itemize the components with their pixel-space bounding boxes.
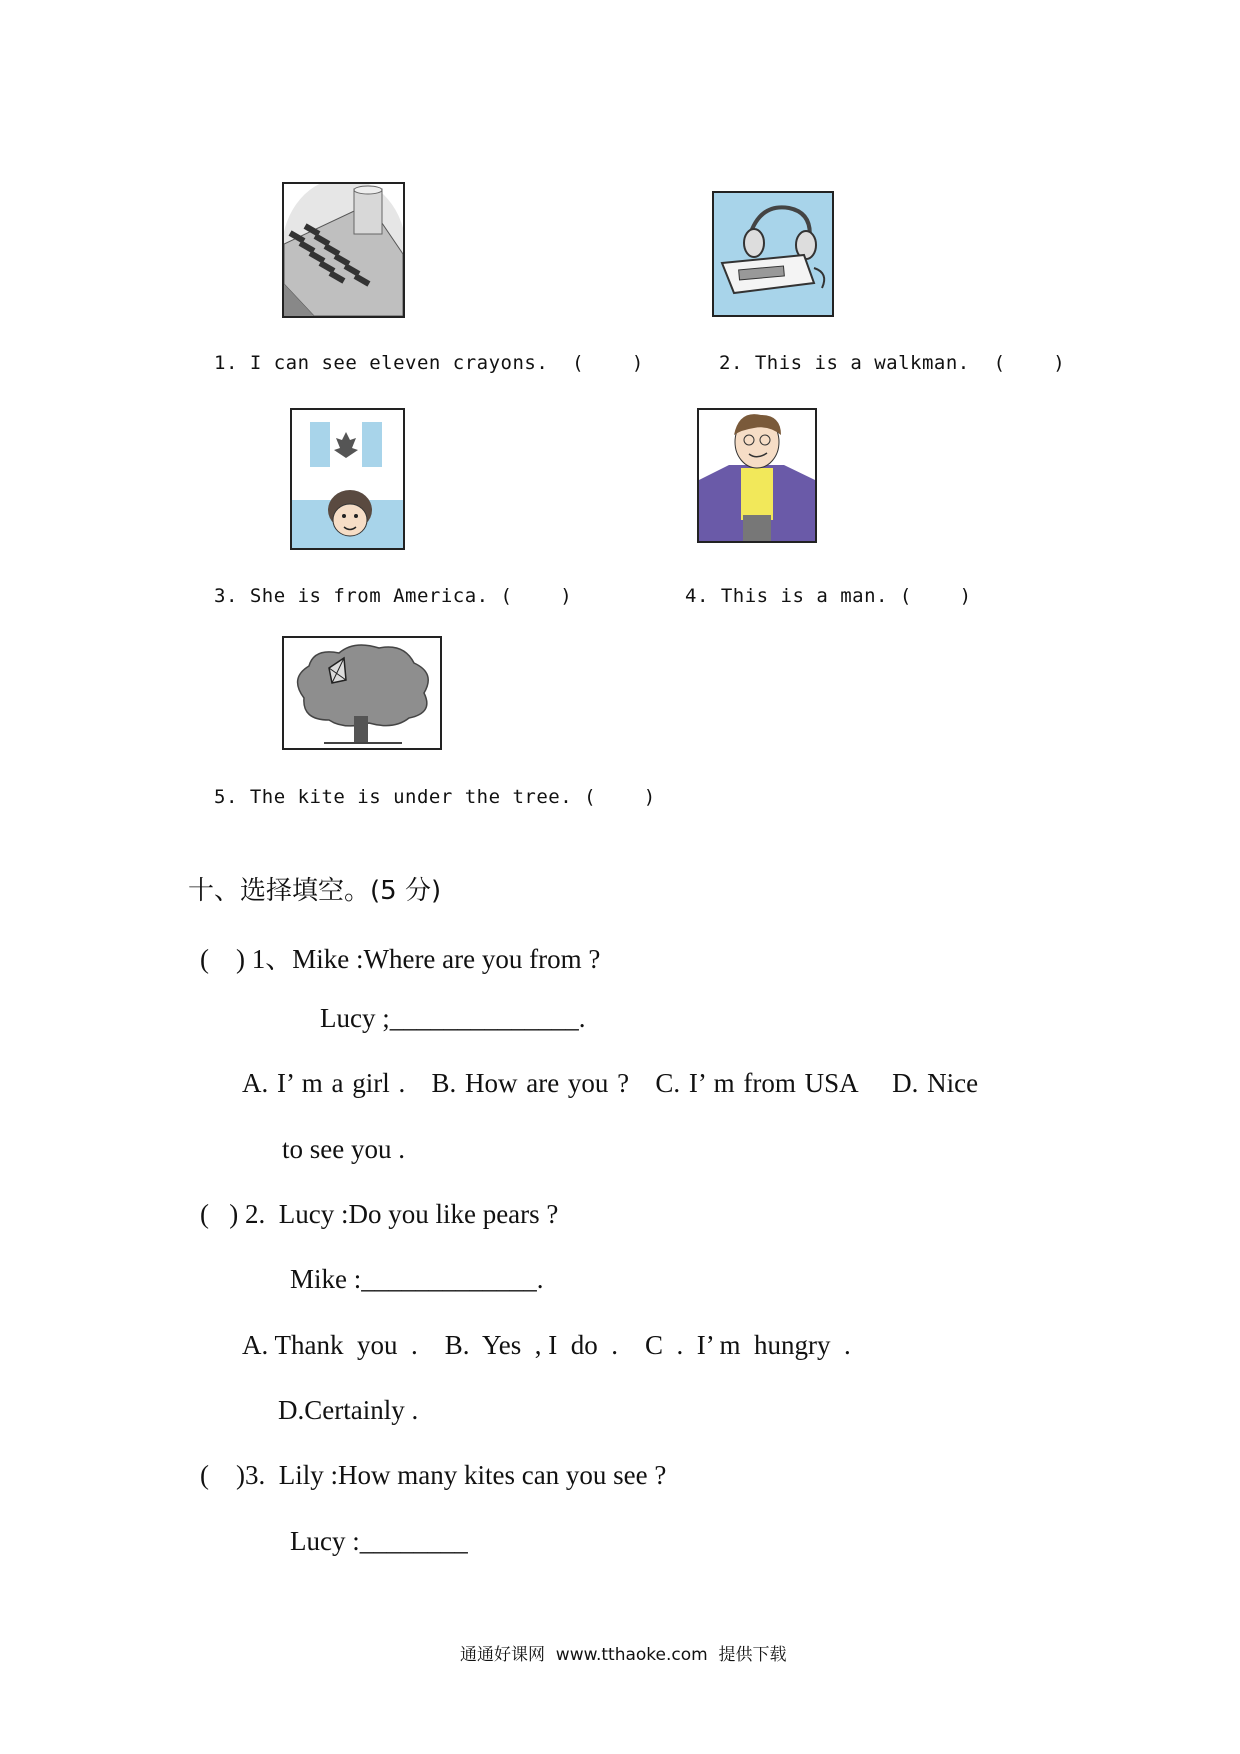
man-image [697,408,817,543]
canada-flag-girl-image [290,408,405,550]
question-1-answer-line: Lucy ;______________. [320,1003,586,1033]
picture-item-caption-2: 2. This is a walkman. ( ) [719,352,1066,374]
crayons-image [282,182,405,318]
picture-item-caption-3: 3. She is from America. ( ) [214,585,573,607]
question-1-prompt: ( ) 1、Mike :Where are you from ? [200,944,601,974]
picture-item-caption-5: 5. The kite is under the tree. ( ) [214,786,656,808]
question-3-answer-line: Lucy :________ [290,1526,468,1556]
question-2-prompt: ( ) 2. Lucy :Do you like pears ? [200,1199,559,1229]
picture-item-caption-1: 1. I can see eleven crayons. ( ) [214,352,644,374]
question-3-prompt: ( )3. Lily :How many kites can you see ? [200,1460,667,1490]
question-1-options-continued: to see you . [282,1134,405,1164]
footer-text: 通通好课网 www.tthaoke.com 提供下载 [460,1645,787,1665]
picture-item-caption-4: 4. This is a man. ( ) [685,585,972,607]
question-2-options-continued: D.Certainly . [278,1395,419,1425]
section-title: 十、选择填空。(5 分) [188,876,442,906]
question-1-options: A. I’ m a girl . B. How are you ? C. I’ m from USA D. Nice [242,1068,979,1098]
walkman-image [712,191,834,317]
question-2-options: A. Thank you . B. Yes , I do . C . I’ m hungry . [242,1330,851,1360]
kite-tree-image [282,636,442,750]
question-2-answer-line: Mike :_____________. [290,1264,544,1294]
